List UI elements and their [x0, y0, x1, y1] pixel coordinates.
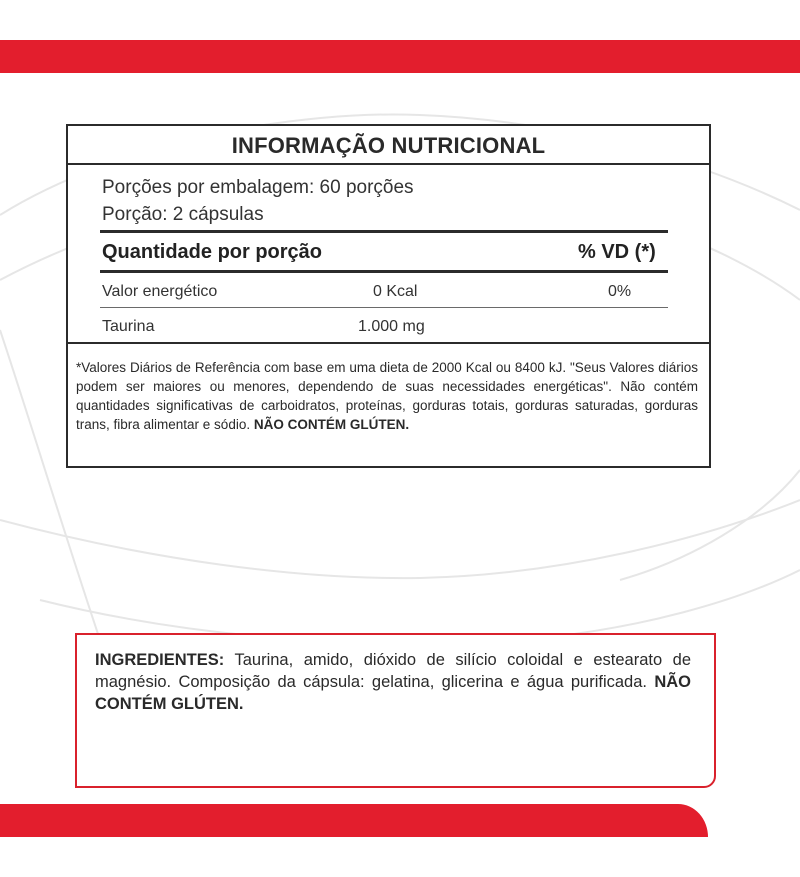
serving-size: Porção: 2 cápsulas	[102, 204, 264, 225]
divider	[100, 270, 668, 273]
header-quantity-per-serving: Quantidade por porção	[102, 241, 323, 263]
row-taurine-name: Taurina	[102, 318, 155, 335]
nutrition-title: INFORMAÇÃO NUTRICIONAL	[68, 126, 709, 165]
row-taurine-value: 1.000 mg	[358, 318, 425, 335]
ingredients-gluten-warning: NÃO CONTÉM GLÚTEN.	[95, 673, 691, 713]
nutrition-footnote	[76, 358, 698, 434]
row-divider	[100, 307, 668, 308]
ingredients-box	[75, 633, 716, 788]
nutrition-facts-table	[66, 124, 711, 468]
divider	[68, 342, 709, 344]
row-energy-value: 0 Kcal	[373, 283, 418, 300]
footnote-gluten-warning: NÃO CONTÉM GLÚTEN.	[253, 417, 410, 432]
top-red-band	[0, 40, 800, 73]
row-energy-dv: 0%	[608, 283, 632, 300]
row-energy-name: Valor energético	[102, 283, 218, 300]
header-daily-value: % VD (*)	[578, 241, 656, 263]
bottom-red-band	[0, 804, 708, 837]
ingredients-paragraph	[95, 649, 691, 715]
ingredients-list: Taurina, amido, dióxido de silício coloidal e estearato de magnésio. Composição da cápsula: gelatina, glicerina e água purificada.	[95, 651, 691, 691]
divider	[100, 230, 668, 233]
servings-per-package: Porções por embalagem: 60 porções	[102, 177, 414, 198]
ingredients-label: INGREDIENTES:	[95, 651, 225, 669]
footnote-text: *Valores Diários de Referência com base em uma dieta de 2000 Kcal ou 8400 kJ. "Seus Valores diários podem ser maiores ou menores, dependendo de suas necessidades energéticas". Não contém quantidades significativas de carboidratos, proteínas, gorduras totais, gorduras saturadas, gorduras trans, fibra alimentar e sódio.	[76, 360, 698, 432]
